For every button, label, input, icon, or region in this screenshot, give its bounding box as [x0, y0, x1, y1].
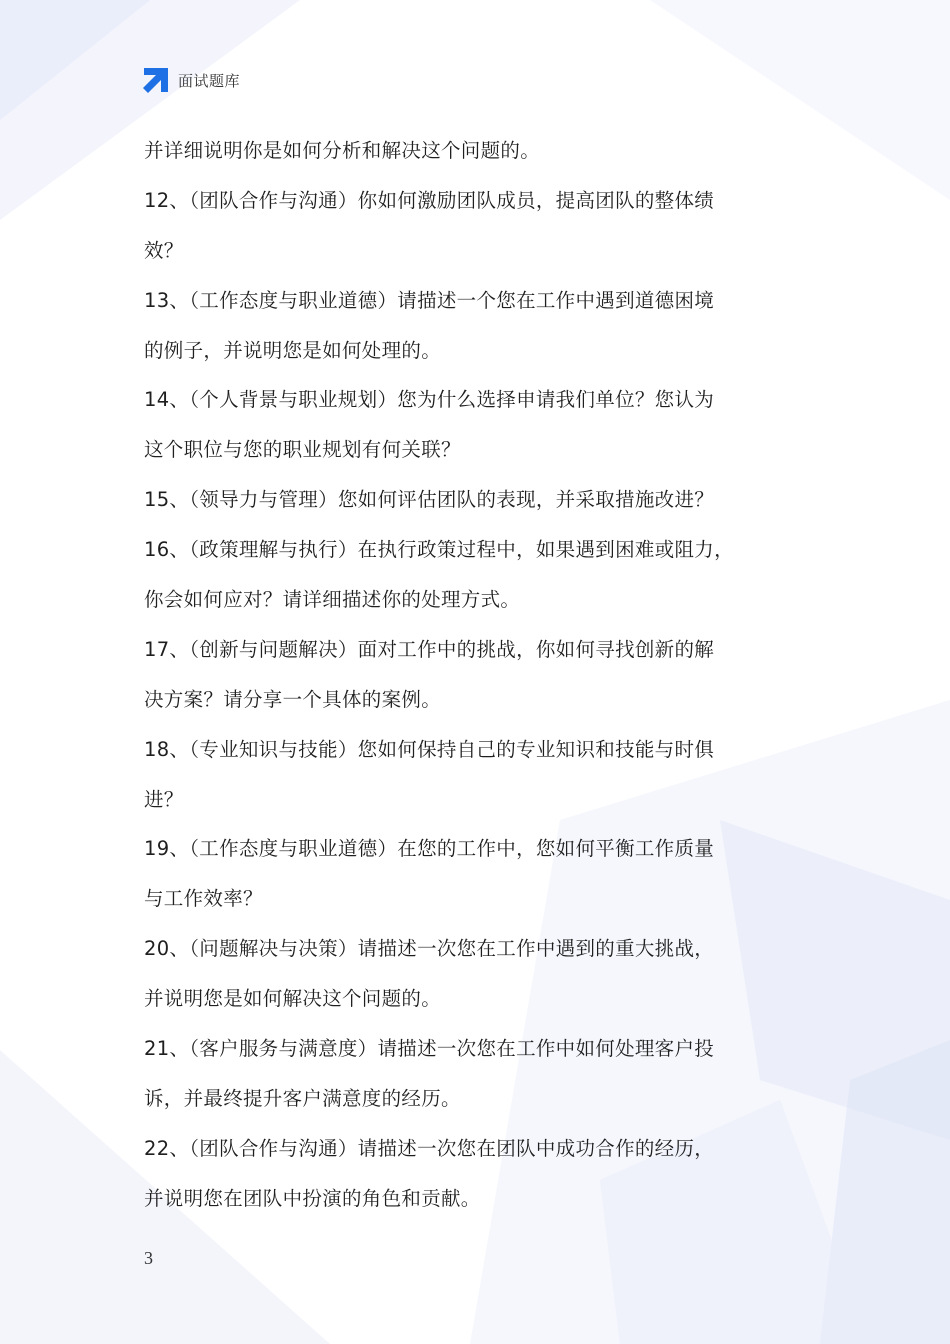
question-19-line-1: 19、（工作态度与职业道德）在您的工作中，您如何平衡工作质量 — [144, 837, 715, 861]
question-22-line-2: 并说明您在团队中扮演的角色和贡献。 — [144, 1186, 481, 1210]
question-19-line-2: 与工作效率？ — [144, 887, 263, 911]
brand-name: 面试题库 — [178, 71, 241, 90]
question-20-line-2: 并说明您是如何解决这个问题的。 — [144, 987, 442, 1011]
question-16-line-1: 16、（政策理解与执行）在执行政策过程中，如果遇到困难或阻力， — [144, 538, 734, 562]
page-number: 3 — [144, 1248, 153, 1268]
text-line: 并详细说明你是如何分析和解决这个问题的。 — [144, 139, 541, 162]
question-17-line-1: 17、（创新与问题解决）面对工作中的挑战，你如何寻找创新的解 — [144, 637, 715, 661]
question-13-line-1: 13、（工作态度与职业道德）请描述一个您在工作中遇到道德困境 — [144, 288, 715, 312]
question-20-line-1: 20、（问题解决与决策）请描述一次您在工作中遇到的重大挑战， — [144, 937, 715, 961]
question-17-line-2: 决方案？请分享一个具体的案例。 — [144, 687, 442, 711]
document-body — [144, 126, 834, 1224]
question-12-line-2: 效？ — [144, 238, 184, 262]
question-22-line-1: 22、（团队合作与沟通）请描述一次您在团队中成功合作的经历， — [144, 1136, 715, 1160]
question-16-line-2: 你会如何应对？请详细描述你的处理方式。 — [144, 588, 521, 612]
question-14-line-2: 这个职位与您的职业规划有何关联？ — [144, 438, 461, 462]
question-14-line-1: 14、（个人背景与职业规划）您为什么选择申请我们单位？您认为 — [144, 388, 715, 412]
question-12-line-1: 12、（团队合作与沟通）你如何激励团队成员，提高团队的整体绩 — [144, 188, 715, 212]
question-13-line-2: 的例子，并说明您是如何处理的。 — [144, 338, 442, 362]
header — [142, 66, 240, 94]
question-21-line-2: 诉，并最终提升客户满意度的经历。 — [144, 1086, 461, 1110]
question-15-line-1: 15、（领导力与管理）您如何评估团队的表现，并采取措施改进？ — [144, 488, 715, 512]
question-21-line-1: 21、（客户服务与满意度）请描述一次您在工作中如何处理客户投 — [144, 1037, 715, 1061]
arrow-up-right-icon — [142, 66, 170, 94]
question-18-line-2: 进？ — [144, 787, 184, 811]
question-18-line-1: 18、（专业知识与技能）您如何保持自己的专业知识和技能与时俱 — [144, 737, 715, 761]
